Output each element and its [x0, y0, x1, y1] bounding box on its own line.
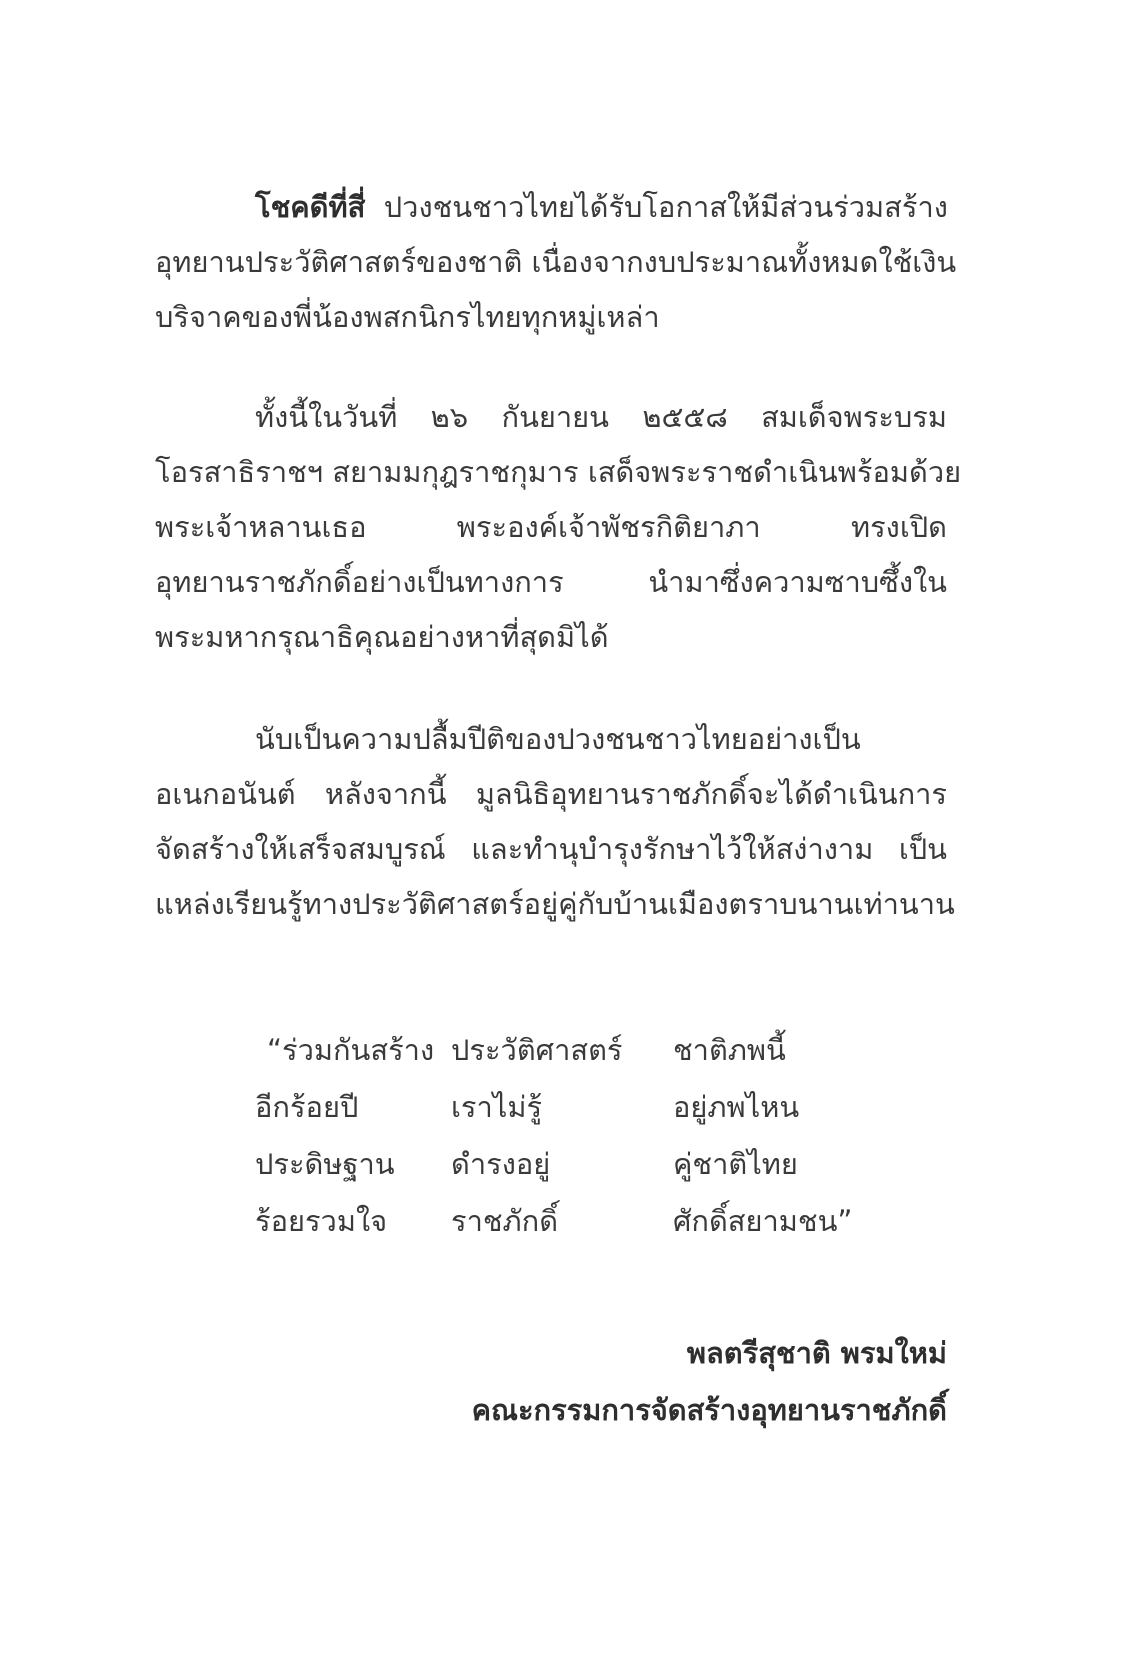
signature-title: คณะกรรมการจัดสร้างอุทยานราชภักดิ์ [471, 1393, 947, 1427]
paragraph-3-line-2: อเนกอนันต์ หลังจากนี้ มูลนิธิอุทยานราชภักดิ์จะได้ดำเนินการ [155, 777, 947, 811]
paragraph-2-line-4: อุทยานราชภักดิ์อย่างเป็นทางการ นำมาซึ่งความซาบซึ้งใน [155, 565, 947, 599]
poem-row-1-col-3: ชาติภพนี้ [673, 1033, 786, 1067]
poem-row-3-col-2: ดำรงอยู่ [451, 1147, 551, 1181]
poem-row-3-col-3: คู่ชาติไทย [673, 1147, 798, 1181]
paragraph-3-line-3: จัดสร้างให้เสร็จสมบูรณ์ และทำนุบำรุงรักษาไว้ให้สง่างาม เป็น [155, 832, 947, 866]
paragraph-1-line-2: อุทยานประวัติศาสตร์ของชาติ เนื่องจากงบประมาณทั้งหมดใช้เงิน [155, 245, 957, 279]
paragraph-2-line-2: โอรสาธิราชฯ สยามมกุฎราชกุมาร เสด็จพระราชดำเนินพร้อมด้วย [155, 455, 962, 489]
poem-row-2-col-1: อีกร้อยปี [255, 1090, 359, 1124]
poem-row-4-col-1: ร้อยรวมใจ [255, 1204, 388, 1238]
signature-block [472, 1325, 947, 1439]
paragraph-1-line-1 [155, 180, 947, 235]
paragraph-1 [155, 180, 957, 345]
signature-name: พลตรีสุชาติ พรมใหม่ [686, 1336, 947, 1370]
paragraph-1-line-1-text: ปวงชนชาวไทยได้รับโอกาสให้มีส่วนร่วมสร้าง [383, 190, 948, 224]
poem-row-4-col-3: ศักดิ์สยามชน” [673, 1204, 853, 1238]
poem-row-2-col-3: อยู่ภพไหน [673, 1090, 800, 1124]
paragraph-3-line-4: แหล่งเรียนรู้ทางประวัติศาสตร์อยู่คู่กับบ้านเมืองตราบนานเท่านาน [155, 887, 955, 921]
poem-row-4-col-2: ราชภักดิ์ [451, 1204, 559, 1238]
paragraph-3 [155, 712, 955, 932]
paragraph-1-line-3: บริจาคของพี่น้องพสกนิกรไทยทุกหมู่เหล่า [155, 300, 660, 334]
paragraph-2-line-3: พระเจ้าหลานเธอ พระองค์เจ้าพัชรกิติยาภา ทรงเปิด [155, 510, 947, 544]
poem-row-2-col-2: เราไม่รู้ [451, 1090, 543, 1124]
poem-row-1-col-2: ประวัติศาสตร์ [451, 1033, 623, 1067]
paragraph-3-line-1: นับเป็นความปลื้มปีติของปวงชนชาวไทยอย่างเป็น [255, 722, 861, 756]
poem-row-3-col-1: ประดิษฐาน [255, 1147, 395, 1181]
poem-row-1-col-1: “ร่วมกันสร้าง [267, 1033, 435, 1067]
paragraph-1-lead: โชคดีที่สี่ [255, 190, 366, 224]
paragraph-2 [155, 390, 962, 665]
paragraph-2-line-1: ทั้งนี้ในวันที่ ๒๖ กันยายน ๒๕๕๘ สมเด็จพระบรม [255, 400, 947, 434]
paragraph-2-line-5: พระมหากรุณาธิคุณอย่างหาที่สุดมิได้ [155, 620, 609, 654]
